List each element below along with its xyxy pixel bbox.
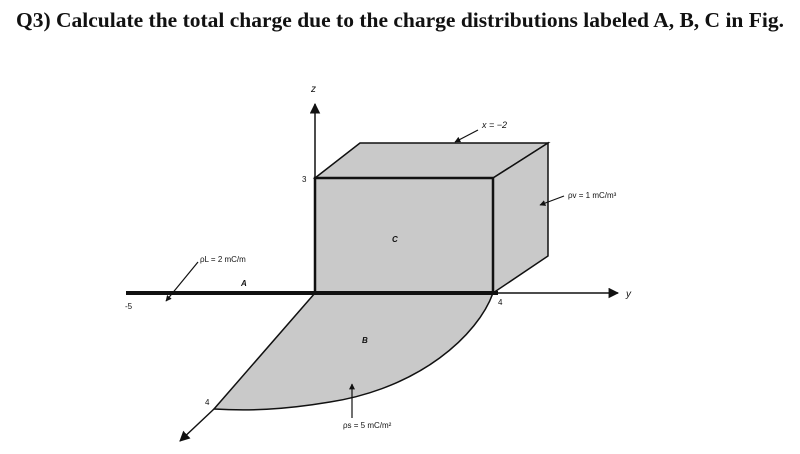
- x-axis: [180, 409, 214, 441]
- z-tick-3: 3: [302, 175, 307, 184]
- label-a: A: [241, 279, 247, 288]
- surface-charge-label: ρs = 5 mC/m²: [343, 421, 392, 430]
- plane-label: x = −2: [482, 120, 508, 130]
- z-axis-label: z: [311, 84, 316, 95]
- box-front-face: [315, 178, 493, 293]
- x-tick-4: 4: [205, 398, 210, 407]
- line-charge-pointer: [166, 262, 198, 301]
- y-tick-4: 4: [498, 298, 503, 307]
- surface-charge-region-b: [214, 293, 493, 410]
- question-text: Q3) Calculate the total charge due to the charge distributions labeled A, B, C in Fig.: [16, 8, 784, 32]
- y-axis-label: y: [626, 289, 631, 300]
- y-tick-neg5: -5: [125, 302, 133, 311]
- volume-charge-label: ρv = 1 mC/m³: [568, 191, 617, 200]
- line-charge-label: ρL = 2 mC/m: [200, 255, 246, 264]
- label-b: B: [362, 336, 368, 345]
- plane-pointer: [455, 130, 478, 142]
- label-c: C: [392, 235, 398, 244]
